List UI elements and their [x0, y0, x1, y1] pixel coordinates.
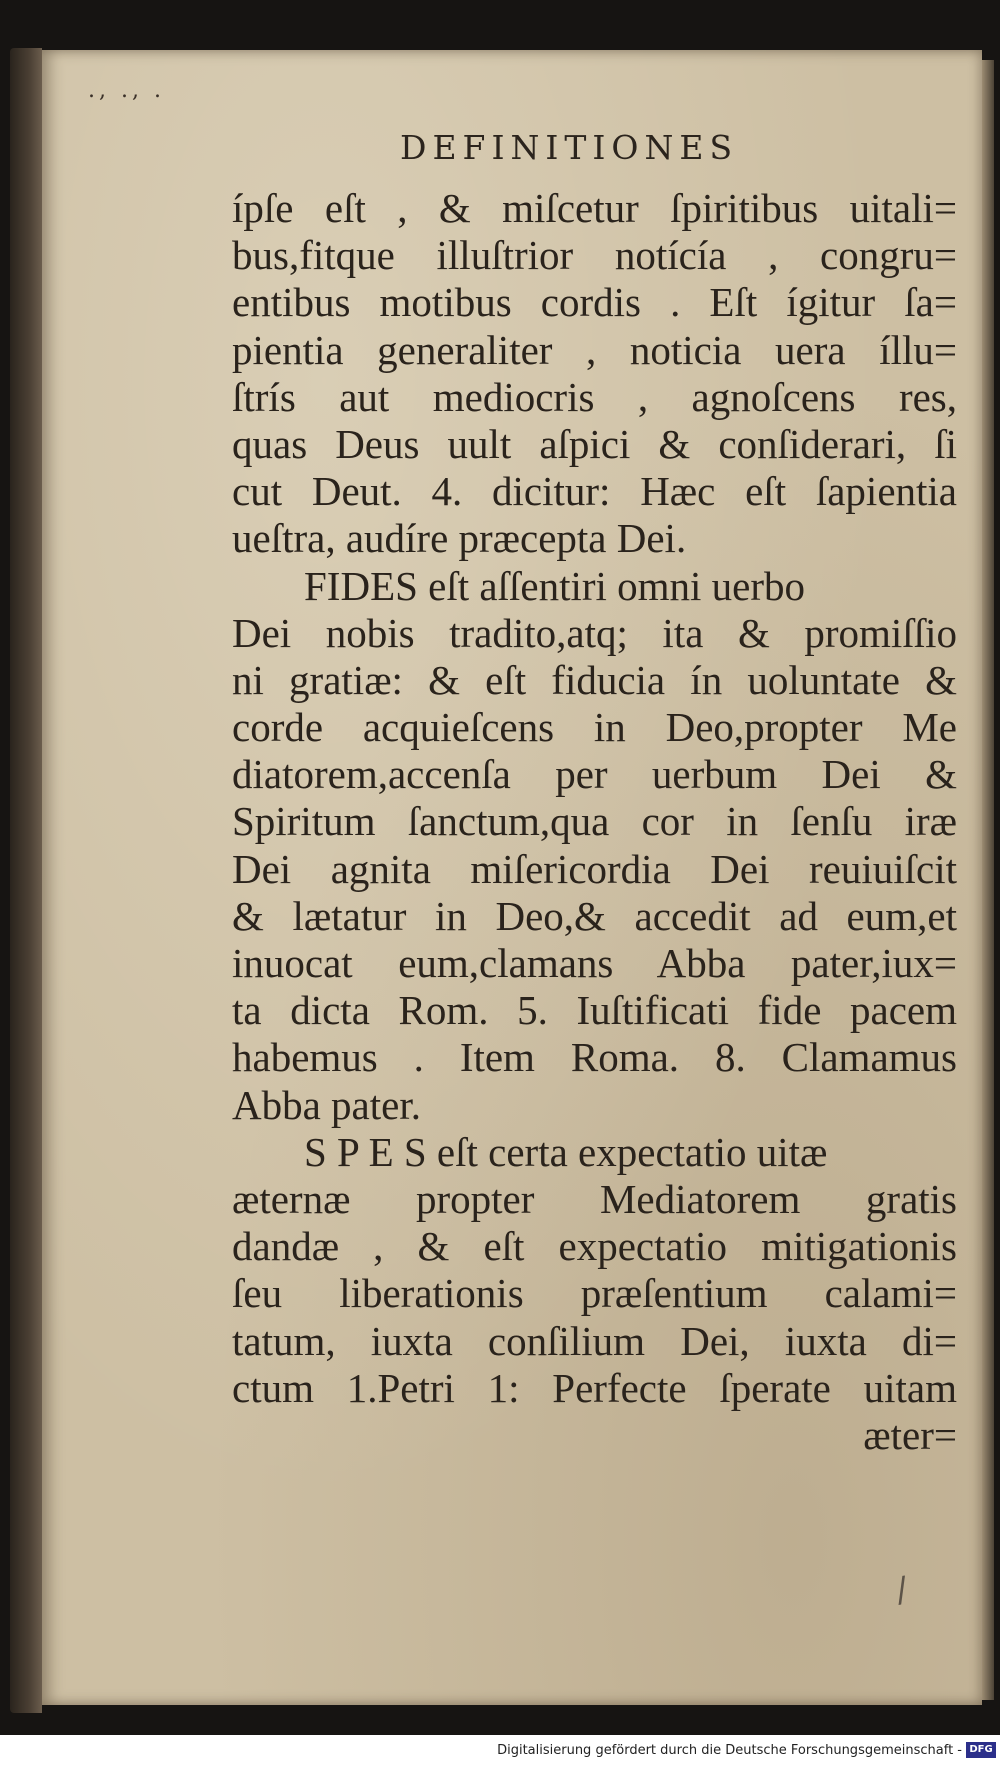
text-line: & lætatur in Deo,& accedit ad eum,et	[232, 892, 957, 939]
text-line: Dei agnita miſericordia Dei reuiuiſcit	[232, 845, 957, 892]
running-head: DEFINITIONES	[400, 128, 739, 167]
text-line: diatorem,accenſa per uerbum Dei &	[232, 751, 957, 798]
text-line: ueſtra, audíre præcepta Dei.	[232, 515, 687, 562]
text-line: Abba pater.	[232, 1081, 421, 1128]
text-line: æter=	[863, 1411, 957, 1458]
text-line: pientia generaliter , noticia uera íllu=	[232, 326, 957, 373]
text-line: ípſe eſt , & miſcetur ſpiritibus uitali=	[232, 185, 957, 231]
text-line: æternæ propter Mediatorem gratis	[232, 1175, 957, 1222]
text-line: corde acquieſcens in Deo,propter Me	[232, 704, 957, 751]
text-line: ta dicta Rom. 5. Iuſtificati fide pacem	[232, 987, 957, 1034]
text-line: S P E S eſt certa expectatio uitæ	[304, 1128, 828, 1175]
text-line: habemus . Item Roma. 8. Clamamus	[232, 1034, 957, 1081]
text-line: bus,fitque illuſtrior notícía , congru=	[232, 232, 957, 279]
text-line: tatum, iuxta conſilium Dei, iuxta di=	[232, 1317, 957, 1364]
text-line: quas Deus uult aſpici & conſiderari, ſi	[232, 420, 957, 467]
text-line: cut Deut. 4. dicitur: Hæc eſt ſapientia	[232, 468, 957, 515]
text-line: ni gratiæ: & eſt fiducia ín uoluntate &	[232, 656, 957, 703]
text-line: FIDES eſt aſſentiri omni uerbo	[304, 562, 806, 609]
book-spine-edge	[10, 48, 42, 1713]
page-edge	[982, 60, 994, 1700]
text-line: inuocat eum,clamans Abba pater,iux=	[232, 940, 957, 986]
text-line: Spiritum ſanctum,qua cor in ſenſu iræ	[232, 798, 957, 845]
body-text	[232, 185, 957, 1459]
text-line: ſeu liberationis præſentium calami=	[232, 1270, 957, 1317]
text-line: ſtrís aut mediocris , agnoſcens res,	[232, 373, 957, 420]
corner-marks: ., ., .	[88, 78, 165, 103]
text-line: entibus motibus cordis . Eſt ígitur ſa=	[232, 279, 957, 326]
footer-credit: Digitalisierung gefördert durch die Deutsche Forschungsgemeinschaft -	[497, 1743, 962, 1758]
text-line: dandæ , & eſt expectatio mitigationis	[232, 1223, 957, 1270]
text-line: ctum 1.Petri 1: Perfecte ſperate uitam	[232, 1364, 957, 1411]
dfg-logo: DFG	[966, 1742, 996, 1758]
margin-mark: /	[892, 1569, 911, 1611]
text-line: Dei nobis tradito,atq; ita & promiſſio	[232, 609, 957, 656]
